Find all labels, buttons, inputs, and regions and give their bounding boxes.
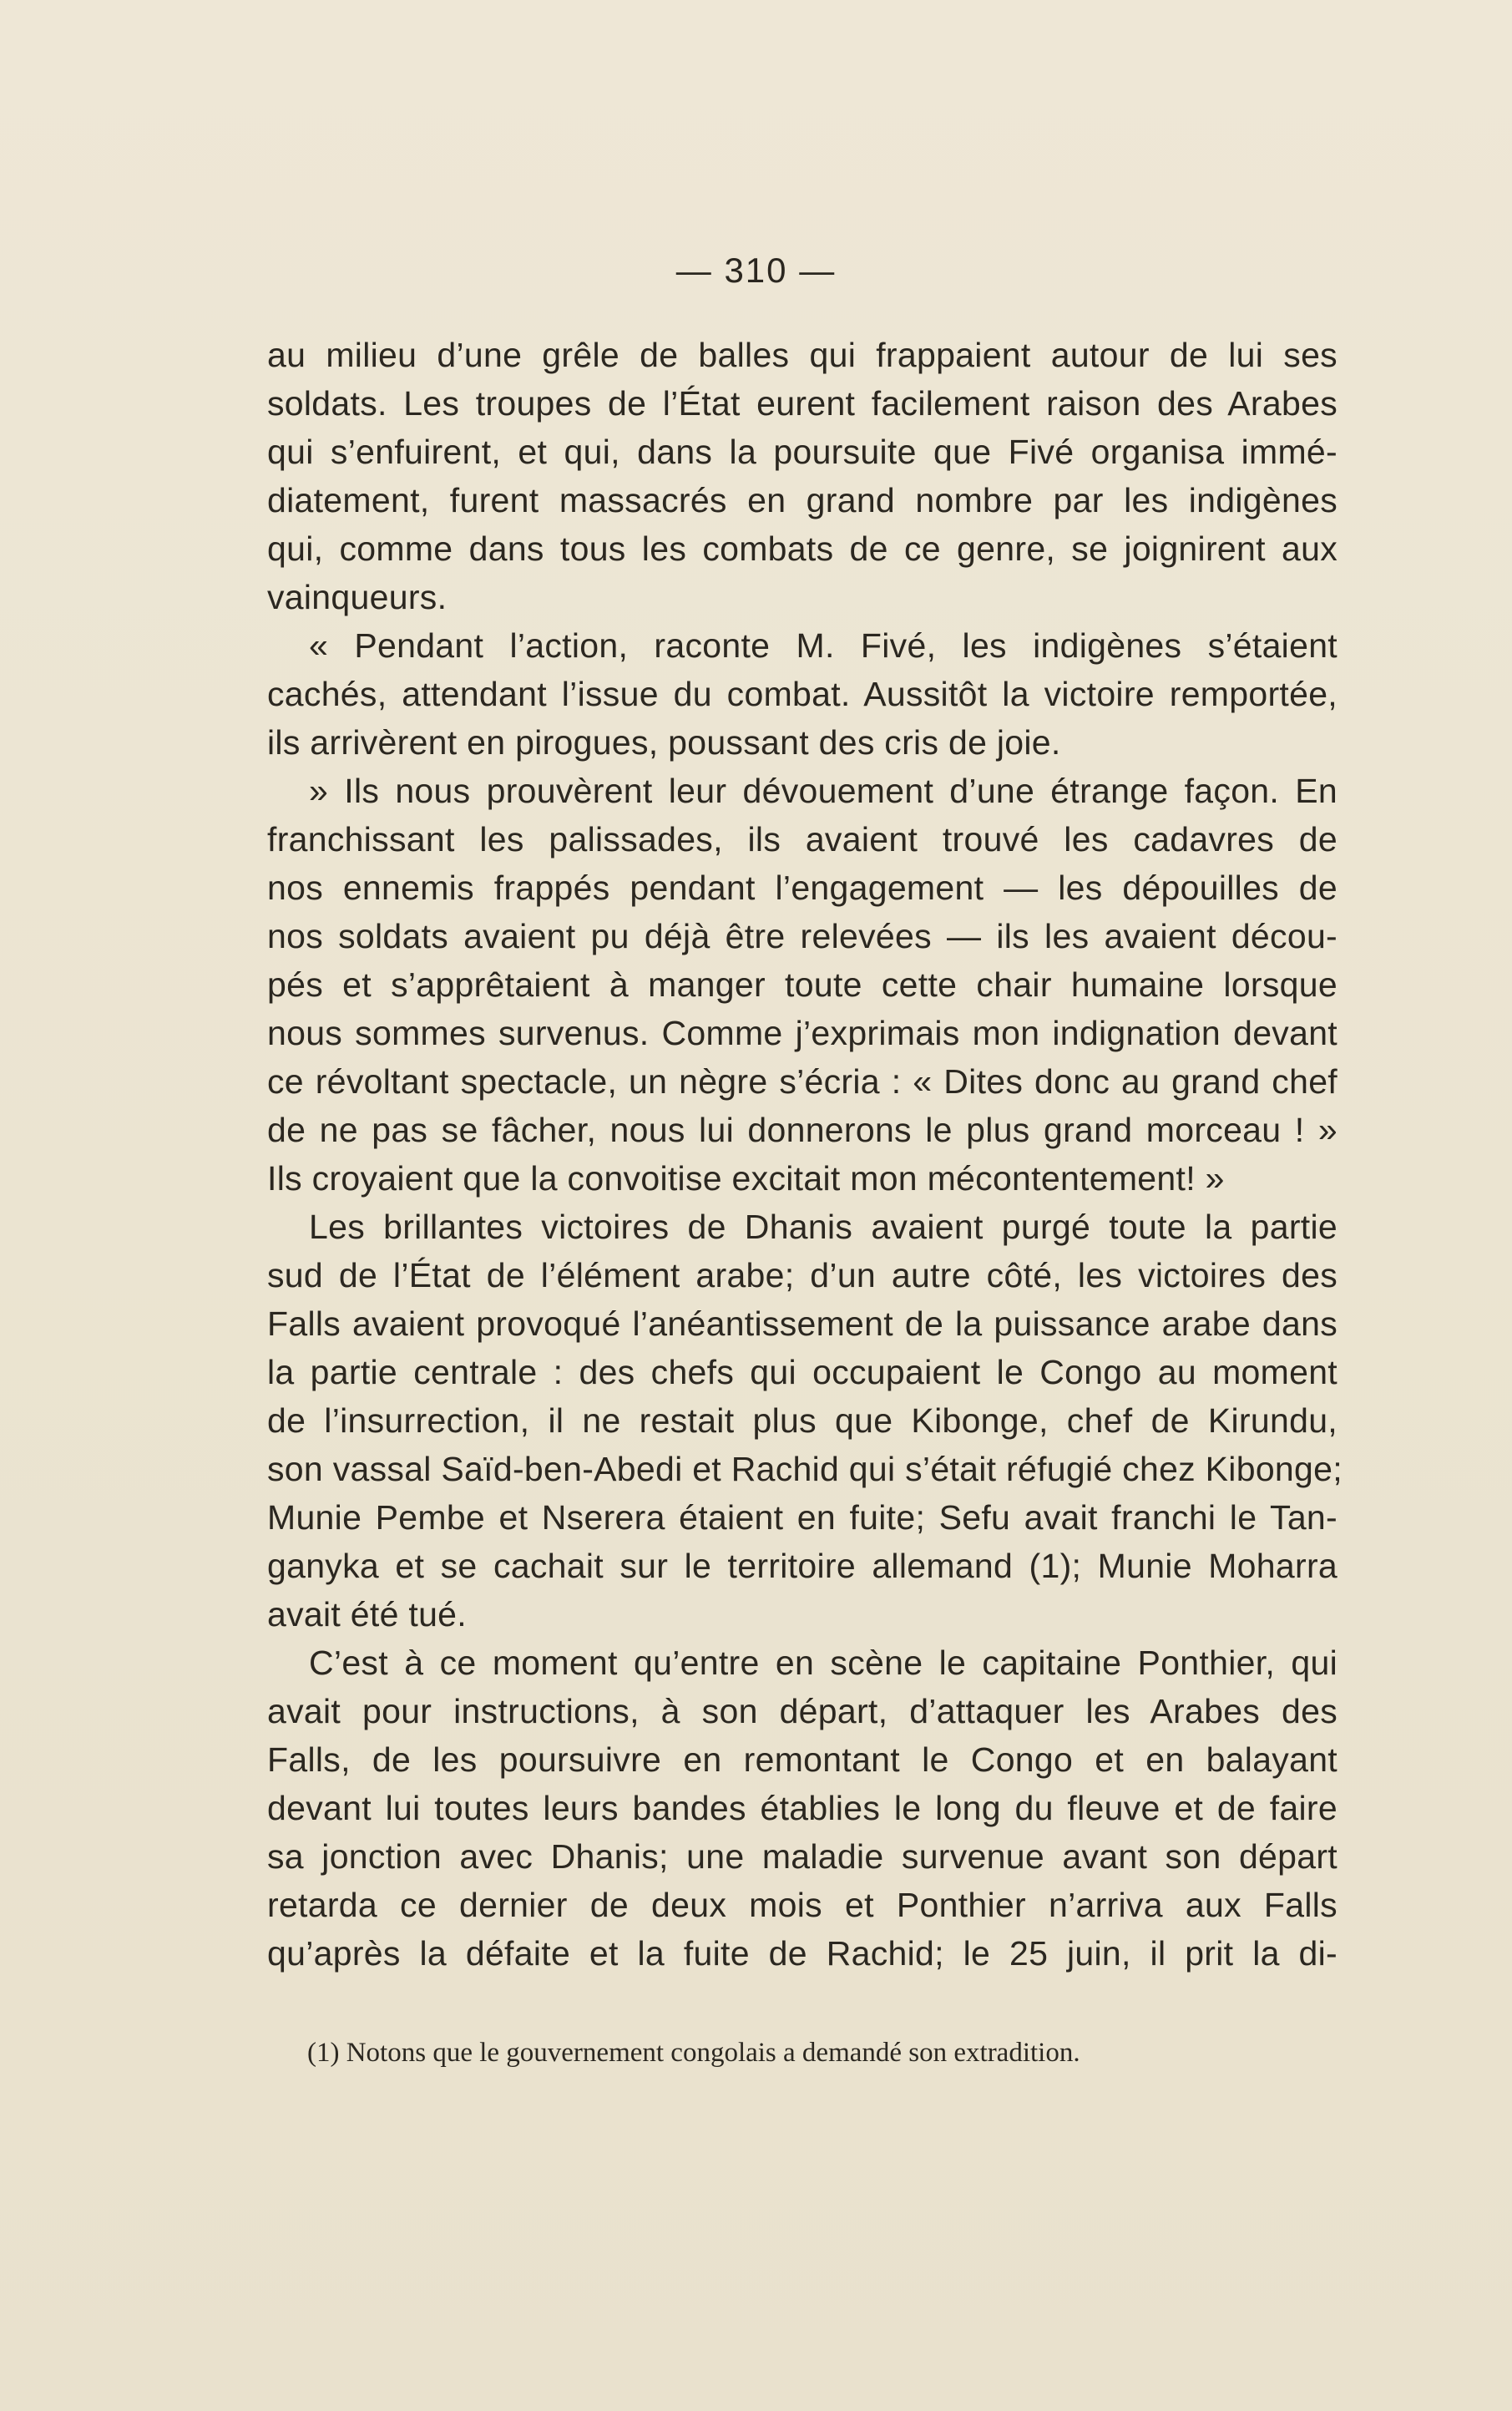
text-line: retarda ce dernier de deux mois et Ponthier n’arriva aux Falls [267,1886,1338,1924]
text-line: Munie Pembe et Nserera étaient en fuite; Sefu avait franchi le Tan- [267,1498,1338,1537]
text-line: avait été tué. [267,1595,467,1634]
body-text [267,331,1343,1978]
text-line: Falls avaient provoqué l’anéantissement de la puissance arabe dans [267,1304,1338,1343]
page-number: — 310 — [675,251,837,290]
text-line: devant lui toutes leurs bandes établies le long du fleuve et de faire [267,1789,1338,1827]
text-line: au milieu d’une grêle de balles qui frappaient autour de lui ses [267,336,1338,374]
text-line: ils arrivèrent en pirogues, poussant des cris de joie. [267,723,1061,762]
text-line: la partie centrale : des chefs qui occupaient le Congo au moment [267,1353,1338,1391]
text-line: » Ils nous prouvèrent leur dévouement d’une étrange façon. En [309,772,1338,810]
text-line: cachés, attendant l’issue du combat. Aussitôt la victoire remportée, [267,675,1338,713]
text-line: qu’après la défaite et la fuite de Rachid; le 25 juin, il prit la di- [267,1934,1338,1973]
text-line: « Pendant l’action, raconte M. Fivé, les indigènes s’étaient [309,626,1338,665]
text-line: pés et s’apprêtaient à manger toute cette chair humaine lorsque [267,965,1338,1004]
text-line: Falls, de les poursuivre en remontant le Congo et en balayant [267,1740,1338,1779]
text-line: avait pour instructions, à son départ, d’attaquer les Arabes des [267,1692,1338,1730]
text-line: sa jonction avec Dhanis; une maladie survenue avant son départ [267,1837,1338,1876]
text-line: qui, comme dans tous les combats de ce genre, se joignirent aux [267,529,1338,568]
text-line: son vassal Saïd-ben-Abedi et Rachid qui s’était réfugié chez Kibonge; [267,1450,1343,1488]
text-line: soldats. Les troupes de l’État eurent facilement raison des Arabes [267,384,1338,423]
text-line: sud de l’État de l’élément arabe; d’un autre côté, les victoires des [267,1256,1338,1294]
text-line: nos soldats avaient pu déjà être relevées — ils les avaient décou- [267,917,1338,955]
text-line: Ils croyaient que la convoitise excitait mon mécontentement! » [267,1159,1225,1198]
text-line: ce révoltant spectacle, un nègre s’écria : « Dites donc au grand chef [267,1062,1338,1101]
text-line: nos ennemis frappés pendant l’engagement — les dépouilles de [267,869,1338,907]
text-line: Les brillantes victoires de Dhanis avaient purgé toute la partie [309,1208,1338,1246]
text-line: nous sommes survenus. Comme j’exprimais mon indignation devant [267,1014,1338,1052]
text-line: de l’insurrection, il ne restait plus que Kibonge, chef de Kirundu, [267,1401,1338,1440]
text-line: franchissant les palissades, ils avaient trouvé les cadavres de [267,820,1338,859]
text-line: ganyka et se cachait sur le territoire allemand (1); Munie Moharra [267,1547,1338,1585]
text-line: qui s’enfuirent, et qui, dans la poursuite que Fivé organisa immé- [267,433,1338,471]
text-line: vainqueurs. [267,578,448,616]
text-line: de ne pas se fâcher, nous lui donnerons le plus grand morceau ! » [267,1111,1338,1149]
text-line: C’est à ce moment qu’entre en scène le capitaine Ponthier, qui [309,1644,1338,1682]
text-line: diatement, furent massacrés en grand nombre par les indigènes [267,481,1338,519]
footnote: (1) Notons que le gouvernement congolais a demandé son extradition. [307,2038,1080,2068]
